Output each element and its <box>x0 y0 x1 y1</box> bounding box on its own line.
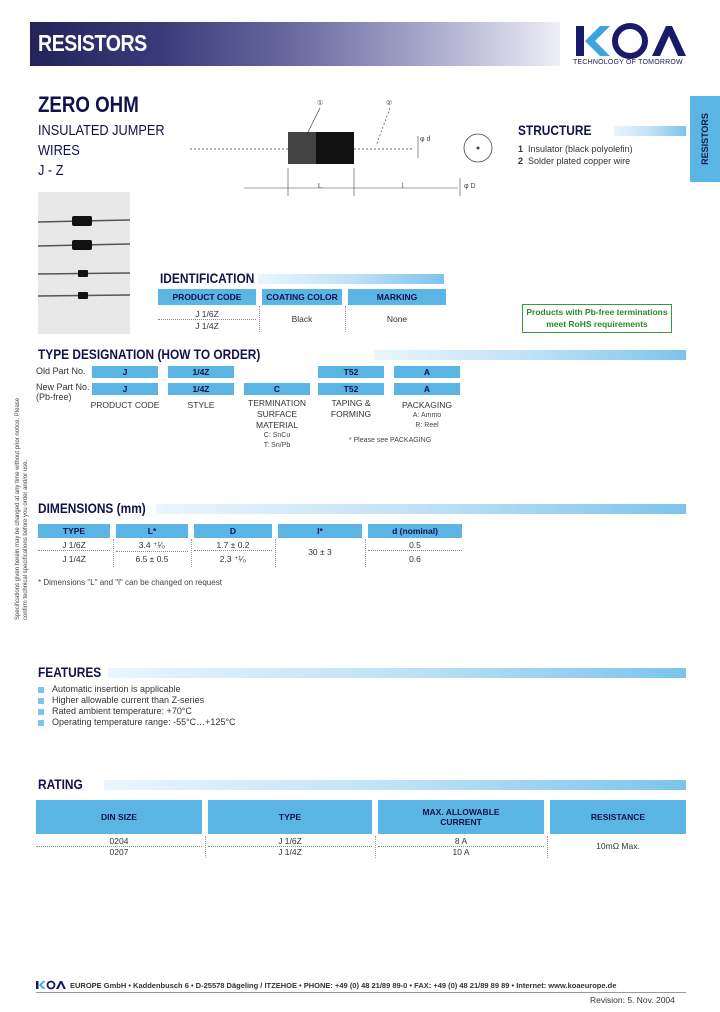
rating-col-resistance: RESISTANCE <box>550 800 686 834</box>
id-col-product-code: PRODUCT CODE <box>158 289 256 305</box>
product-model: J - Z <box>38 162 64 179</box>
rating-col-type: TYPE <box>208 800 372 834</box>
old-box-code: J <box>92 366 158 378</box>
dim-L-label: L <box>318 183 322 190</box>
dim-D-label: φ D <box>464 183 476 190</box>
side-tab-label: RESISTORS <box>700 113 710 165</box>
footer-revision: Revision: 5. Nov. 2004 <box>590 995 675 1005</box>
new-box-code: J <box>92 383 158 395</box>
dim-cell: J 1/4Z <box>62 554 86 564</box>
product-subtitle: INSULATED JUMPER <box>38 122 165 139</box>
rating-cell: 0204 <box>36 836 202 847</box>
footer-company: EUROPE GmbH • Kaddenbusch 6 • D-25578 Dägeling / ITZEHOE • PHONE: +49 (0) 48 21/89 89-0 • FAX: +49 (0) 48 21/89 89 89 • Internet: www.koaeurope.de <box>70 981 617 990</box>
type-designation-bar <box>374 350 686 360</box>
rating-col-current: MAX. ALLOWABLE CURRENT <box>378 800 544 834</box>
dim-col-L: L* <box>116 524 188 538</box>
banner-title: RESISTORS <box>38 30 147 56</box>
new-box-packaging: A <box>394 383 460 395</box>
dim-cell: 2.3 ⁺¹⁄₀ <box>219 554 247 564</box>
features-bar <box>108 668 686 678</box>
dim-divider <box>191 539 192 567</box>
dim-col-l: l* <box>278 524 362 538</box>
id-row-code: J 1/6Z <box>158 309 256 320</box>
structure-item-1: 1 Insulator (black polyolefin) <box>518 144 633 154</box>
new-box-taping: T52 <box>318 383 384 395</box>
id-divider <box>345 306 346 332</box>
caption-termination: TERMINATION SURFACE MATERIAL <box>248 398 306 430</box>
dim-cell: 0.6 <box>409 554 421 564</box>
structure-item-2: 2 Solder plated copper wire <box>518 156 631 166</box>
type-designation-heading: TYPE DESIGNATION (HOW TO ORDER) <box>38 346 261 362</box>
side-tab[interactable] <box>690 96 720 182</box>
dim-divider <box>365 539 366 567</box>
dim-d-label: φ d <box>420 136 431 143</box>
term-option-1: C: SnCu <box>263 432 291 439</box>
dim-cell: 1.7 ± 0.2 <box>194 540 272 551</box>
old-box-style: 1/4Z <box>168 366 234 378</box>
feature-item: Rated ambient temperature: +70°C <box>38 706 192 716</box>
new-box-termination: C <box>244 383 310 395</box>
dim-cell: 30 ± 3 <box>308 547 332 557</box>
structure-drawing <box>190 96 510 206</box>
dim-cell: 0.5 <box>368 540 462 551</box>
rating-divider <box>205 836 206 858</box>
dimensions-bar <box>156 504 686 514</box>
feature-item: Higher allowable current than Z-series <box>38 695 204 705</box>
product-subtitle-2: WIRES <box>38 142 80 159</box>
product-photo <box>38 192 130 334</box>
taping-note: * Please see PACKAGING <box>348 437 432 444</box>
new-part-label: New Part No. <box>36 382 90 392</box>
dim-col-D: D <box>194 524 272 538</box>
old-box-taping: T52 <box>318 366 384 378</box>
rating-cell: 10mΩ Max. <box>596 841 640 851</box>
structure-heading: STRUCTURE <box>518 122 592 138</box>
rating-col-din: DIN SIZE <box>36 800 202 834</box>
dim-divider <box>113 539 114 567</box>
term-option-2: T: Sn/Pb <box>263 442 291 449</box>
dim-cell: J 1/6Z <box>38 540 110 551</box>
old-box-packaging: A <box>394 366 460 378</box>
dimensions-heading: DIMENSIONS (mm) <box>38 500 146 516</box>
rating-cell: 0207 <box>109 847 129 857</box>
dim-cell: 3.4 ⁺¹⁄₀ <box>116 540 188 552</box>
feature-item: Operating temperature range: -55°C…+125°C <box>38 717 236 727</box>
id-row-marking: None <box>386 314 408 324</box>
pack-option-2: R: Reel <box>415 422 439 429</box>
features-heading: FEATURES <box>38 664 102 680</box>
rating-divider <box>547 836 548 858</box>
tagline: TECHNOLOGY OF TOMORROW <box>573 59 683 66</box>
dim-col-d: d (nominal) <box>368 524 462 538</box>
id-divider <box>259 306 260 332</box>
rating-cell: J 1/4Z <box>278 847 302 857</box>
structure-bar <box>614 126 686 136</box>
rating-cell: 8 A <box>378 836 544 847</box>
rating-divider <box>375 836 376 858</box>
side-note: Specifications given herein may be changed at any time without prior notice. Please confirm technical specifications before you order and/or use. <box>15 397 29 620</box>
pbfree-note: Products with Pb-free terminations meet RoHS requirements <box>522 304 672 333</box>
rating-cell: J 1/6Z <box>208 836 372 847</box>
rating-bar <box>104 780 686 790</box>
feature-item: Automatic insertion is applicable <box>38 684 181 694</box>
identification-heading: IDENTIFICATION <box>160 270 255 286</box>
dim-divider <box>275 539 276 567</box>
new-part-label-2: (Pb-free) <box>36 392 72 402</box>
dim-cell: 6.5 ± 0.5 <box>135 554 169 564</box>
rating-heading: RATING <box>38 776 83 792</box>
identification-bar <box>258 274 444 284</box>
id-row-code: J 1/4Z <box>195 321 219 331</box>
pack-option-1: A: Ammo <box>412 412 442 419</box>
id-col-coating-color: COATING COLOR <box>262 289 342 305</box>
footer-logo <box>36 980 66 990</box>
id-col-marking: MARKING <box>348 289 446 305</box>
dim-l-label: l <box>402 183 404 190</box>
product-title: ZERO OHM <box>38 92 139 117</box>
dimensions-note: * Dimensions "L" and "l" can be changed on request <box>38 578 222 587</box>
callout-1: ① <box>317 100 324 107</box>
old-part-label: Old Part No. <box>36 366 86 376</box>
id-row-color: Black <box>291 314 313 324</box>
caption-code: PRODUCT CODE <box>90 400 160 410</box>
caption-taping: TAPING & FORMING <box>330 398 372 419</box>
footer-divider <box>36 992 686 993</box>
callout-2: ② <box>386 100 393 107</box>
dim-col-type: TYPE <box>38 524 110 538</box>
rating-cell: 10 A <box>452 847 470 857</box>
caption-style: STYLE <box>187 400 215 410</box>
new-box-style: 1/4Z <box>168 383 234 395</box>
caption-packaging: PACKAGING <box>402 400 452 410</box>
